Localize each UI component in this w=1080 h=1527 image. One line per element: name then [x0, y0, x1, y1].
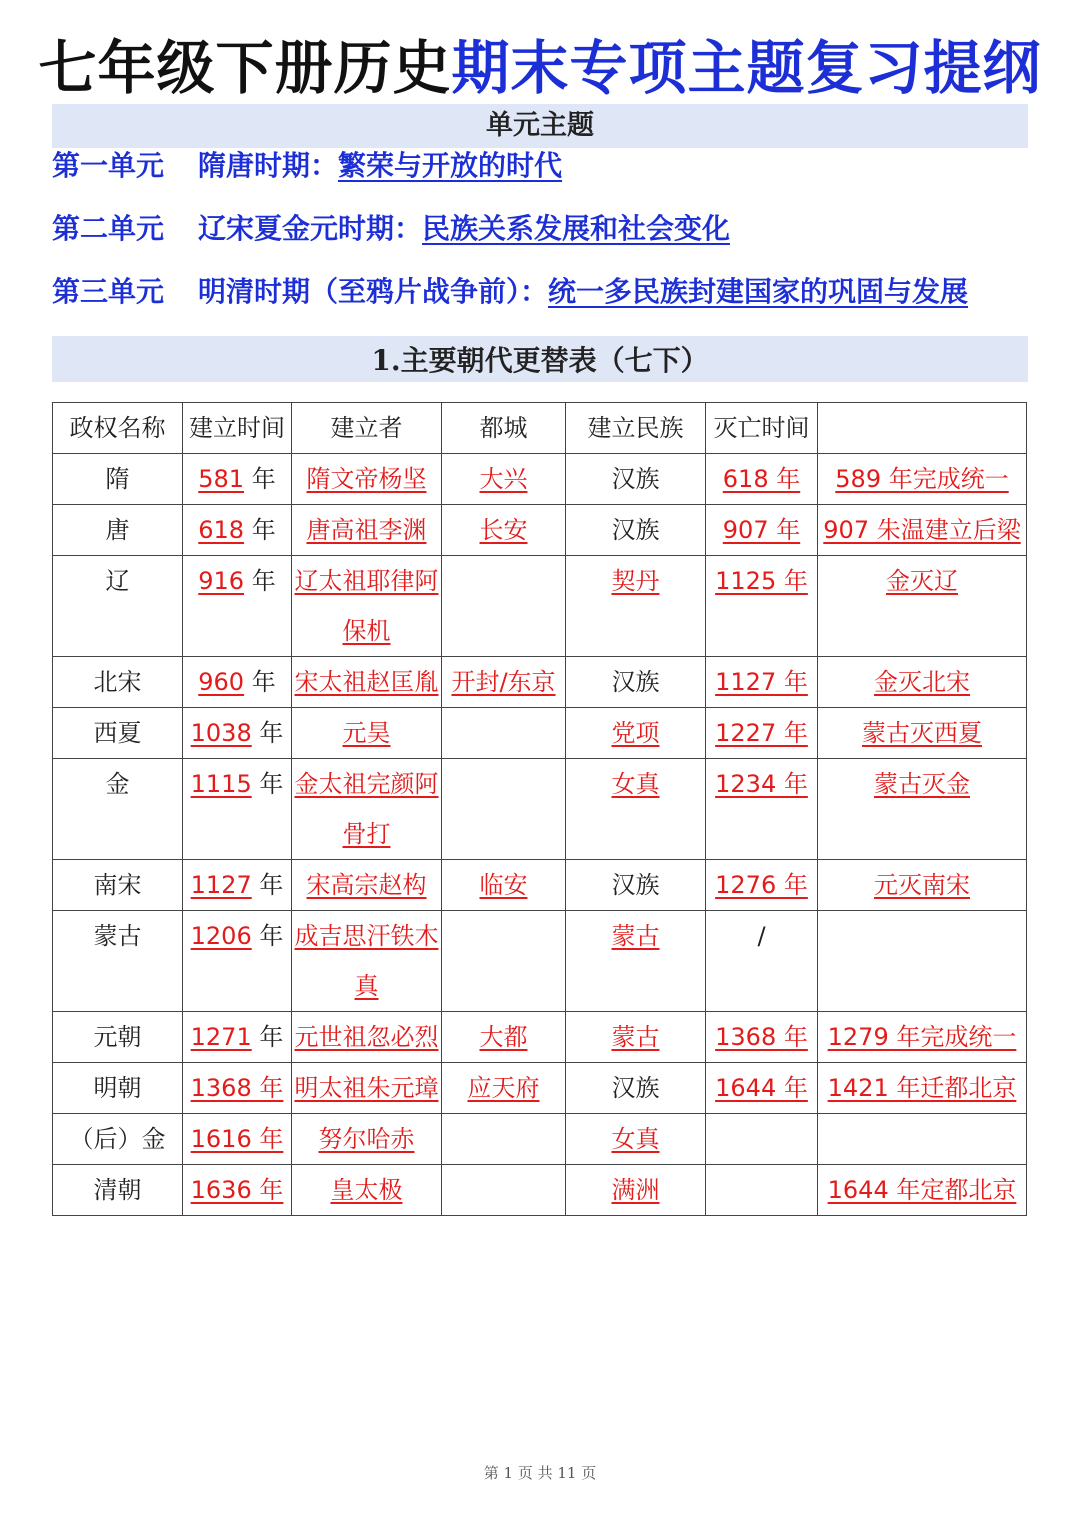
cell-founder-text: 明太祖朱元璋	[294, 1074, 439, 1102]
table-row	[53, 556, 1027, 657]
cell-name	[53, 1165, 183, 1216]
cell-ethnic	[566, 911, 706, 1012]
cell-name-text: 元朝	[93, 1023, 142, 1051]
cell-ethnic-text: 蒙古	[611, 922, 660, 950]
cell-name-text: 清朝	[93, 1176, 142, 1204]
founded-year: 1127	[190, 871, 252, 899]
cell-ended-text: 1368 年	[715, 1023, 808, 1051]
cell-ended	[706, 657, 818, 708]
cell-ethnic	[566, 1165, 706, 1216]
cell-ethnic	[566, 505, 706, 556]
cell-founder	[292, 860, 442, 911]
cell-founded	[183, 556, 292, 657]
header-ethnic: 建立民族	[566, 403, 706, 454]
cell-founder	[292, 1114, 442, 1165]
founded-year: 960	[198, 668, 245, 696]
cell-capital	[442, 860, 566, 911]
cell-note-text: 907 朱温建立后梁	[823, 516, 1021, 544]
table-row	[53, 708, 1027, 759]
cell-name-text: 蒙古	[93, 922, 142, 950]
cell-founded	[183, 657, 292, 708]
cell-note-text: 金灭北宋	[874, 668, 970, 696]
cell-founded	[183, 911, 292, 1012]
cell-note	[818, 1165, 1027, 1216]
unit-label: 第一单元	[52, 149, 165, 182]
cell-ended	[706, 708, 818, 759]
table-row	[53, 1165, 1027, 1216]
cell-founder	[292, 911, 442, 1012]
cell-note-text: 蒙古灭西夏	[862, 719, 982, 747]
table-row	[53, 454, 1027, 505]
founded-suffix: 年	[251, 1023, 284, 1051]
cell-founder	[292, 759, 442, 860]
unit-themes-heading: 单元主题	[52, 104, 1028, 148]
cell-name	[53, 454, 183, 505]
cell-note	[818, 911, 1027, 1012]
cell-founded	[183, 708, 292, 759]
cell-ethnic-text: 女真	[611, 1125, 660, 1153]
cell-ethnic-text: 满洲	[611, 1176, 660, 1204]
cell-note-text: 589 年完成统一	[835, 465, 1009, 493]
cell-name	[53, 1012, 183, 1063]
cell-name	[53, 911, 183, 1012]
cell-ethnic-text: 党项	[611, 719, 660, 747]
table-row	[53, 657, 1027, 708]
cell-note-text: 元灭南宋	[874, 871, 970, 899]
cell-note	[818, 505, 1027, 556]
cell-founder-text: 宋高宗赵构	[306, 871, 427, 899]
header-ended: 灭亡时间	[706, 403, 818, 454]
cell-name	[53, 708, 183, 759]
cell-capital	[442, 454, 566, 505]
cell-ethnic-text: 汉族	[611, 1074, 660, 1102]
cell-name-text: 金	[105, 770, 130, 798]
unit-period: 隋唐时期：	[198, 149, 339, 182]
cell-ended	[706, 1063, 818, 1114]
cell-founded	[183, 505, 292, 556]
cell-founder-text: 隋文帝杨坚	[306, 465, 427, 493]
founded-year: 1636 年	[190, 1176, 284, 1204]
cell-capital	[442, 657, 566, 708]
table-row	[53, 1012, 1027, 1063]
cell-capital	[442, 911, 566, 1012]
cell-name	[53, 860, 183, 911]
cell-ethnic	[566, 860, 706, 911]
cell-capital-text: 长安	[479, 516, 528, 544]
founded-year: 1115	[190, 770, 252, 798]
cell-name	[53, 759, 183, 860]
cell-founded	[183, 1114, 292, 1165]
founded-year: 1616 年	[190, 1125, 284, 1153]
unit-row-2	[52, 209, 730, 249]
cell-name-text: 西夏	[93, 719, 142, 747]
unit-row-3	[52, 272, 968, 312]
unit-theme: 民族关系发展和社会变化	[422, 212, 731, 245]
cell-ended	[706, 759, 818, 860]
cell-ethnic	[566, 454, 706, 505]
cell-capital-text: 大都	[479, 1023, 528, 1051]
cell-ethnic	[566, 1012, 706, 1063]
cell-name-text: 辽	[105, 567, 130, 595]
cell-capital	[442, 1165, 566, 1216]
cell-ethnic-text: 契丹	[611, 567, 660, 595]
table-header-row	[53, 403, 1027, 454]
cell-capital	[442, 1063, 566, 1114]
cell-founder	[292, 708, 442, 759]
cell-founded	[183, 1012, 292, 1063]
founded-suffix: 年	[244, 668, 276, 696]
cell-capital	[442, 1114, 566, 1165]
cell-name	[53, 657, 183, 708]
cell-name	[53, 505, 183, 556]
cell-founder	[292, 1012, 442, 1063]
founded-suffix: 年	[251, 770, 284, 798]
cell-ended-text: 1125 年	[715, 567, 808, 595]
unit-theme: 统一多民族封建国家的巩固与发展	[548, 275, 969, 308]
cell-founder-text: 皇太极	[330, 1176, 403, 1204]
header-capital: 都城	[442, 403, 566, 454]
cell-note	[818, 759, 1027, 860]
cell-founder	[292, 657, 442, 708]
cell-ended-text: 907 年	[722, 516, 801, 544]
dynasty-table	[52, 402, 1027, 1216]
header-note	[818, 403, 1027, 454]
cell-note	[818, 860, 1027, 911]
cell-name	[53, 1063, 183, 1114]
founded-suffix: 年	[251, 719, 284, 747]
founded-year: 581	[198, 465, 245, 493]
cell-ethnic	[566, 708, 706, 759]
cell-ended-text: 1234 年	[715, 770, 808, 798]
unit-row-1	[52, 146, 562, 186]
cell-founded	[183, 454, 292, 505]
cell-founder-text: 元昊	[342, 719, 391, 747]
cell-ended-text: 1276 年	[715, 871, 808, 899]
title-part-1: 七年级下册历史	[38, 34, 452, 102]
cell-capital-text: 临安	[479, 871, 528, 899]
cell-capital-text: 开封/东京	[451, 668, 556, 696]
cell-note	[818, 1114, 1027, 1165]
unit-period: 明清时期（至鸦片战争前）：	[198, 275, 549, 308]
cell-note-text: 1279 年完成统一	[827, 1023, 1017, 1051]
cell-ethnic-text: 汉族	[611, 668, 660, 696]
cell-ended	[706, 911, 818, 1012]
cell-ethnic-text: 汉族	[611, 516, 660, 544]
table-row	[53, 911, 1027, 1012]
cell-note	[818, 1063, 1027, 1114]
cell-founder-text: 成吉思汗铁木真	[294, 922, 439, 1000]
cell-ended-text: 1127 年	[715, 668, 808, 696]
cell-note	[818, 556, 1027, 657]
founded-year: 1206	[190, 922, 252, 950]
cell-note	[818, 657, 1027, 708]
cell-ethnic	[566, 759, 706, 860]
table-row	[53, 505, 1027, 556]
unit-theme: 繁荣与开放的时代	[338, 149, 563, 182]
cell-founder	[292, 1165, 442, 1216]
cell-founder-text: 金太祖完颜阿骨打	[294, 770, 439, 848]
cell-note-text: 金灭辽	[886, 567, 958, 595]
cell-ethnic	[566, 556, 706, 657]
founded-year: 618	[198, 516, 245, 544]
cell-founded	[183, 1165, 292, 1216]
header-founded: 建立时间	[183, 403, 292, 454]
founded-year: 1368 年	[190, 1074, 284, 1102]
cell-name	[53, 556, 183, 657]
unit-label: 第三单元	[52, 275, 165, 308]
cell-founder	[292, 454, 442, 505]
cell-name-text: 明朝	[93, 1074, 142, 1102]
header-name: 政权名称	[53, 403, 183, 454]
founded-suffix: 年	[251, 871, 284, 899]
cell-note-text: 1421 年迁都北京	[827, 1074, 1017, 1102]
cell-ended	[706, 505, 818, 556]
cell-founder-text: 宋太祖赵匡胤	[294, 668, 439, 696]
cell-ended-text: 618 年	[722, 465, 801, 493]
cell-name-text: 隋	[105, 465, 130, 493]
cell-capital	[442, 1012, 566, 1063]
cell-note-text: 1644 年定都北京	[827, 1176, 1017, 1204]
cell-ended-text: 1227 年	[715, 719, 808, 747]
unit-period: 辽宋夏金元时期：	[198, 212, 423, 245]
founded-suffix: 年	[244, 516, 276, 544]
page-footer: 第 1 页 共 11 页	[483, 1464, 597, 1482]
founded-year: 916	[198, 567, 245, 595]
page-title	[0, 28, 1080, 108]
cell-founder	[292, 505, 442, 556]
cell-ethnic-text: 汉族	[611, 465, 660, 493]
cell-capital	[442, 505, 566, 556]
table-row	[53, 759, 1027, 860]
table-row	[53, 1114, 1027, 1165]
cell-name	[53, 1114, 183, 1165]
cell-ended	[706, 860, 818, 911]
cell-name-text: （后）金	[69, 1125, 166, 1153]
founded-suffix: 年	[244, 465, 276, 493]
cell-founder-text: 唐高祖李渊	[306, 516, 427, 544]
cell-name-text: 北宋	[93, 668, 142, 696]
cell-ended-text: 1644 年	[715, 1074, 808, 1102]
cell-ended	[706, 1012, 818, 1063]
cell-ended	[706, 1114, 818, 1165]
unit-label: 第二单元	[52, 212, 165, 245]
cell-founder-text: 元世祖忽必烈	[294, 1023, 439, 1051]
cell-ended-text: /	[757, 922, 766, 950]
cell-ethnic-text: 女真	[611, 770, 660, 798]
cell-founded	[183, 759, 292, 860]
cell-founder-text: 努尔哈赤	[318, 1125, 415, 1153]
header-founder: 建立者	[292, 403, 442, 454]
cell-capital-text: 应天府	[467, 1074, 540, 1102]
cell-ended	[706, 454, 818, 505]
founded-suffix: 年	[251, 922, 284, 950]
cell-name-text: 唐	[105, 516, 130, 544]
table-row	[53, 1063, 1027, 1114]
cell-ethnic-text: 汉族	[611, 871, 660, 899]
cell-capital	[442, 759, 566, 860]
founded-suffix: 年	[244, 567, 276, 595]
cell-capital	[442, 556, 566, 657]
cell-ethnic	[566, 1063, 706, 1114]
cell-capital-text: 大兴	[479, 465, 528, 493]
cell-founded	[183, 1063, 292, 1114]
cell-capital	[442, 708, 566, 759]
cell-ethnic	[566, 657, 706, 708]
founded-year: 1038	[190, 719, 252, 747]
cell-founder-text: 辽太祖耶律阿保机	[294, 567, 439, 645]
dynasty-table-heading: 1.主要朝代更替表（七下）	[52, 336, 1028, 382]
cell-ended	[706, 1165, 818, 1216]
founded-year: 1271	[190, 1023, 252, 1051]
cell-name-text: 南宋	[93, 871, 142, 899]
cell-ethnic-text: 蒙古	[611, 1023, 660, 1051]
cell-note	[818, 454, 1027, 505]
cell-note	[818, 708, 1027, 759]
cell-founder	[292, 556, 442, 657]
title-part-2: 期末专项主题复习提纲	[451, 34, 1042, 102]
cell-note-text: 蒙古灭金	[874, 770, 970, 798]
cell-note	[818, 1012, 1027, 1063]
cell-founded	[183, 860, 292, 911]
table-row	[53, 860, 1027, 911]
cell-ethnic	[566, 1114, 706, 1165]
cell-ended	[706, 556, 818, 657]
cell-founder	[292, 1063, 442, 1114]
